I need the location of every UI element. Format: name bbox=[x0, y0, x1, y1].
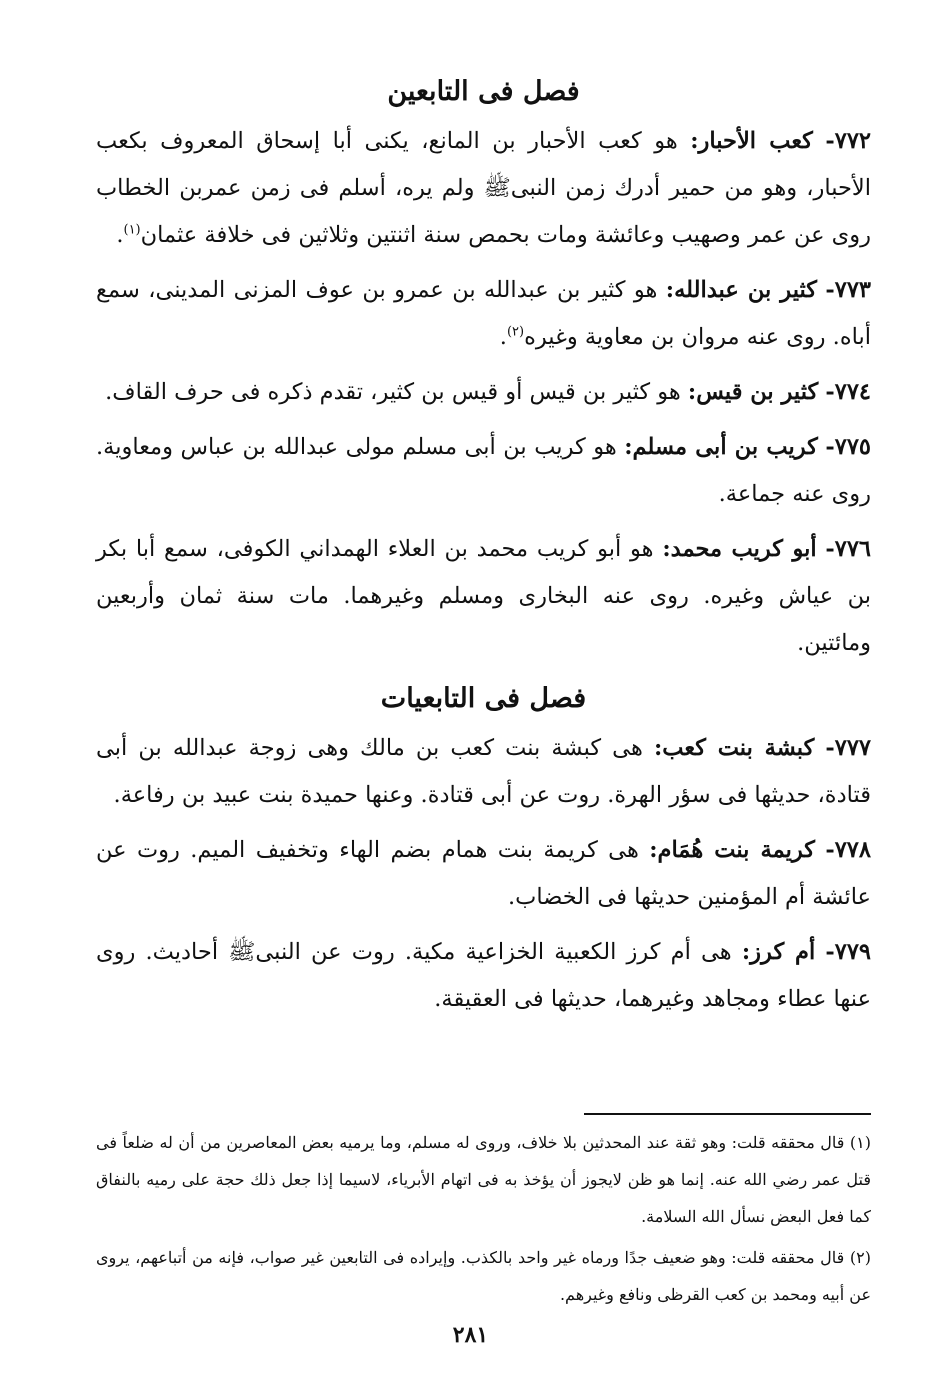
entry-name: كريب بن أبى مسلم: bbox=[624, 434, 818, 460]
entry-text: هى أم كرز الكعبية الخزاعية مكية. روت عن النبىﷺ أحاديث. روى عنها عطاء ومجاهد وغيرهما، حديثها فى العقيقة. bbox=[96, 939, 871, 1012]
entry-text: هو كعب الأحبار بن المانع، يكنى أبا إسحاق المعروف بكعب الأحبار، وهو من حمير أدرك زمن النبىﷺ ولم يره، أسلم فى زمن عمربن الخطاب روى عن عمر وصهيب وعائشة ومات بحمص سنة اثنتين وثلاثين فى خلافة عثمان bbox=[96, 128, 871, 248]
footnote-ref: (١) bbox=[123, 222, 141, 238]
entry-number: ٧٧٤- bbox=[825, 379, 871, 405]
entry-text: هو كريب بن أبى مسلم مولى عبدالله بن عباس ومعاوية. روى عنه جماعة. bbox=[96, 434, 871, 507]
entry-tail: . bbox=[499, 324, 507, 350]
section-heading-tabiyat: فصل فى التابعيات bbox=[380, 683, 587, 714]
entry-name: كريمة بنت هُمَام: bbox=[649, 837, 815, 863]
page-body bbox=[96, 60, 871, 1031]
entry-name: كثير بن قيس: bbox=[687, 379, 819, 405]
entry-number: ٧٧٥- bbox=[825, 434, 871, 460]
entry-778 bbox=[96, 827, 871, 921]
footnote-1: (١) قال محققه قلت: وهو ثقة عند المحدثين بلا خلاف، وروى له مسلم، وما يرميه بعض المعاصرين من أن له ضلعاً فى قتل عمر رضي الله عنه. إنما هو ظن لايجوز أن يؤخذ به فى اتهام الأبرياء، لاسيما إذا جعل ذلك حجة على رميه بالنفاق كما فعل البعض نسأل الله السلامة. bbox=[96, 1133, 872, 1226]
entry-name: أبو كريب محمد: bbox=[662, 536, 817, 562]
entry-number: ٧٧٩- bbox=[825, 939, 871, 965]
page-number: ٢٨١ bbox=[452, 1322, 489, 1348]
entry-text: هو كثير بن قيس أو قيس بن كثير، تقدم ذكره فى حرف القاف. bbox=[105, 379, 681, 405]
entry-777 bbox=[96, 725, 871, 819]
entry-name: أم كرز: bbox=[741, 939, 816, 965]
section-heading-tabieen: فصل فى التابعين bbox=[387, 76, 580, 107]
footnotes bbox=[96, 1124, 871, 1317]
entry-775 bbox=[96, 424, 871, 518]
entry-name: كثير بن عبدالله: bbox=[665, 277, 817, 303]
entry-tail: . bbox=[116, 222, 124, 248]
entry-number: ٧٧٨- bbox=[825, 837, 871, 863]
entry-name: كعب الأحبار: bbox=[690, 128, 813, 154]
entry-772 bbox=[96, 118, 871, 259]
entry-text: هى كريمة بنت همام بضم الهاء وتخفيف الميم. روت عن عائشة أم المؤمنين حديثها فى الخضاب. bbox=[96, 837, 871, 910]
entry-number: ٧٧٢- bbox=[825, 128, 871, 154]
footnote-2: (٢) قال محققه قلت: وهو ضعيف جدًا ورماه غير واحد بالكذب. وإيراده فى التابعين غير صواب، فإنه من أتباعهم، يروى عن أبيه ومحمد بن كعب القرظى ونافع وغيرهم. bbox=[96, 1248, 871, 1304]
entry-text: هى كبشة بنت كعب بن مالك وهى زوجة عبدالله بن أبى قتادة، حديثها فى سؤر الهرة. روت عن أبى قتادة. وعنها حميدة بنت عبيد بن رفاعة. bbox=[96, 735, 871, 808]
entry-number: ٧٧٦- bbox=[825, 536, 871, 562]
entry-773 bbox=[96, 267, 871, 361]
entry-text: هو أبو كريب محمد بن العلاء الهمداني الكوفى، سمع أبا بكر بن عياش وغيره. روى عنه البخارى ومسلم وغيرهما. مات سنة ثمان وأربعين ومائتين. bbox=[96, 536, 871, 656]
footnote-ref: (٢) bbox=[506, 324, 525, 340]
entry-774 bbox=[96, 369, 871, 416]
footnote-divider bbox=[584, 1113, 871, 1115]
entry-number: ٧٧٧- bbox=[825, 735, 872, 761]
entry-776 bbox=[96, 526, 871, 667]
entry-text: هو كثير بن عبدالله بن عمرو بن عوف المزنى المدينى، سمع أباه. روى عنه مروان بن معاوية وغيره bbox=[96, 277, 871, 350]
entry-779 bbox=[96, 929, 871, 1023]
entry-number: ٧٧٣- bbox=[825, 277, 872, 303]
entry-name: كبشة بنت كعب: bbox=[653, 735, 815, 761]
